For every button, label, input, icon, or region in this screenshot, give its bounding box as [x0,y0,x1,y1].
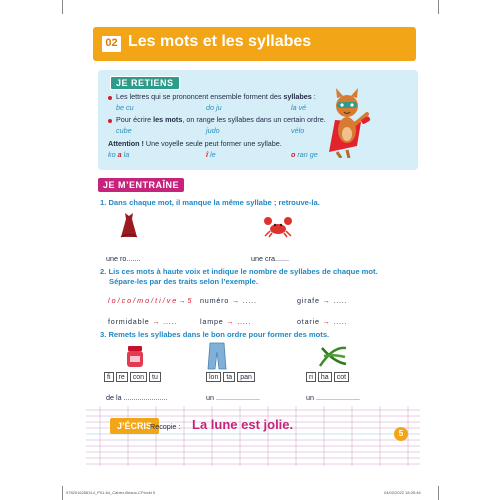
bullet-icon [108,119,112,123]
question-2: 2. Lis ces mots à haute voix et indique le nombre de syllabes de chaque mot. [100,267,378,276]
rule-2: Pour écrire les mots, on range les syllabes dans un certain ordre. [116,115,326,124]
writing-lines[interactable] [86,406,420,466]
print-timestamp: 04/02/2022 18:25:46 [384,490,421,495]
question-2-continued: Sépare-les par des traits selon l’exemple. [109,277,258,286]
example-syllable: do ju [206,103,222,112]
example-word: judo [206,126,220,135]
example-word: vélo [291,126,305,135]
syllable-box: re [116,372,128,382]
bullet-icon [108,96,112,100]
example-word: cube [116,126,132,135]
answer-line[interactable]: un ...................... [306,393,360,402]
green-beans-icon [318,344,348,368]
syllable-box: pan [237,372,255,382]
sentence-to-copy: La lune est jolie. [192,417,294,432]
syllable-box: con [130,372,147,382]
syllable-box: cot [334,372,349,382]
crop-mark [62,0,63,14]
syllable-box: ta [223,372,235,382]
word-to-split[interactable]: formidable → ..... [108,317,178,326]
je-retiens-badge: JE RETIENS [110,76,180,90]
syllable-group [306,372,351,382]
crab-icon [264,214,292,238]
jam-jar-icon [124,344,146,368]
vowel-example: o ran ge [291,150,318,159]
answer-line[interactable]: un ...................... [206,393,260,402]
example-syllable: la vé [291,103,307,112]
word-to-split[interactable]: otarie → ..... [297,317,348,326]
question-3: 3. Remets les syllabes dans le bon ordre pour former des mots. [100,330,330,339]
syllable-box: fi [104,372,114,382]
example-syllable: be cu [116,103,134,112]
syllable-box: ha [318,372,332,382]
word-to-split[interactable]: lampe → ..... [200,317,252,326]
crop-mark [438,0,439,14]
lesson-title: Les mots et les syllabes [128,33,312,50]
lesson-number: 02 [101,35,122,53]
page-number: 5 [394,427,408,441]
cat-superhero-mascot [327,86,371,158]
example-answer: l o / c o / m o / t i / v e → 5 [108,296,192,305]
word-to-split[interactable]: girafe → ..... [297,296,348,305]
je-m-entraine-badge: JE M’ENTRAÎNE [98,178,184,192]
fill-in-item: une cra....... [251,254,289,263]
j-ecris-badge: J’ÉCRIS [110,418,159,434]
crop-mark [438,486,439,500]
rule-1: Les lettres qui se prononcent ensemble forment des syllabes : [116,92,316,101]
word-to-split[interactable]: numéro → ..... [200,296,257,305]
trousers-icon [206,342,228,370]
print-footer: 9782016256314_P01-64_Cahier-Beaux-CP.indd 5 [66,490,156,495]
syllable-box: lon [206,372,221,382]
fill-in-item: une ro....... [106,254,141,263]
syllable-box: tu [149,372,161,382]
answer-line[interactable]: de la ...................... [106,393,168,402]
syllable-group [104,372,163,382]
crop-mark [62,486,63,500]
dress-icon [118,212,140,240]
vowel-example: î le [206,150,216,159]
vowel-example: ko a la [108,150,130,159]
syllable-box: ri [306,372,316,382]
lesson-header [93,27,416,61]
question-1: 1. Dans chaque mot, il manque la même syllabe ; retrouve-la. [100,198,320,207]
recopie-label: Recopie : [150,422,181,431]
attention-note: Attention ! Une voyelle seule peut former une syllabe. [108,139,282,148]
syllable-group [206,372,257,382]
